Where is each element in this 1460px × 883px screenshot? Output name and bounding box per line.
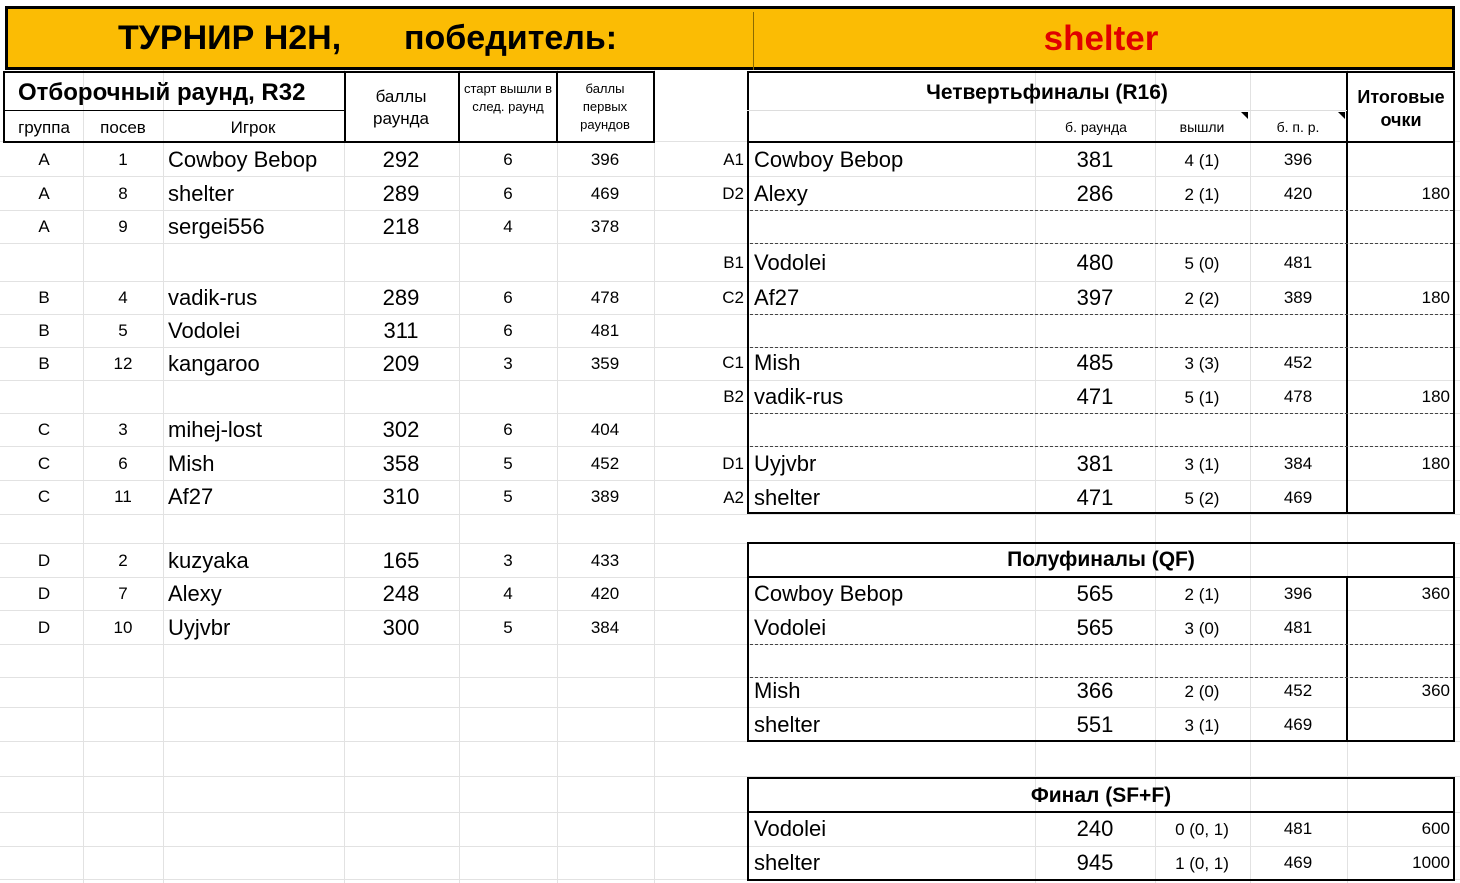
qf-subheader-line (747, 110, 1347, 111)
seed-cell: B2 (723, 387, 744, 406)
qf-col-advanced: вышли (1179, 119, 1225, 135)
qf-col-first-points: б. п. р. (1276, 119, 1320, 135)
seed-cell: 4 (118, 288, 128, 307)
advanced-cell: 6 (503, 420, 513, 439)
table-row (748, 380, 1454, 381)
advanced-cell: 6 (503, 321, 513, 340)
round-points-cell: 366 (1076, 678, 1114, 703)
first-points-cell: 396 (1283, 150, 1313, 169)
advanced-cell: 6 (503, 184, 513, 203)
seed-cell: 11 (114, 487, 132, 506)
title-divider (753, 12, 754, 70)
table-row (0, 210, 654, 211)
round-points-cell: 485 (1076, 350, 1114, 375)
table-row (748, 674, 1454, 675)
first-points-cell: 359 (590, 354, 620, 373)
first-points-cell: 396 (1283, 584, 1313, 603)
first-points-cell: 396 (590, 150, 620, 169)
first-points-cell: 378 (590, 217, 620, 236)
table-row (748, 846, 1454, 847)
seed-cell: D2 (722, 184, 744, 203)
advanced-cell: 4 (503, 217, 513, 236)
advanced-cell: 3 (3) (1184, 354, 1220, 373)
round-points-cell: 165 (382, 548, 420, 573)
final-points-cell: 600 (1421, 819, 1450, 838)
player-cell: shelter (168, 181, 235, 206)
table-row (0, 347, 654, 348)
round-points-cell: 289 (382, 285, 420, 310)
dashed-separator (750, 644, 1453, 645)
quarterfinals-title: Четвертьфиналы (R16) (926, 81, 1168, 104)
seed-cell: B1 (723, 253, 744, 272)
group-cell: A (38, 184, 50, 203)
grid-row-line (0, 707, 748, 708)
round-points-cell: 480 (1076, 250, 1114, 275)
grid-row-line (0, 776, 748, 777)
first-points-cell: 420 (1283, 184, 1313, 203)
round-points-cell: 945 (1076, 850, 1114, 875)
table-row (748, 246, 1454, 247)
advanced-cell: 0 (0, 1) (1175, 820, 1229, 839)
advanced-cell: 4 (503, 584, 513, 603)
seed-cell: 8 (118, 184, 128, 203)
player-cell: Mish (168, 451, 215, 476)
first-points-cell: 481 (1283, 253, 1313, 272)
col-header-start-advanced: старт вышли в след. раунд (463, 81, 553, 114)
advanced-cell: 2 (1) (1184, 185, 1220, 204)
player-cell: Vodolei (754, 250, 827, 275)
first-points-cell: 469 (1283, 715, 1313, 734)
dashed-separator (750, 314, 1453, 315)
advanced-cell: 3 (503, 551, 513, 570)
grid-row-line (0, 846, 748, 847)
player-cell: shelter (754, 485, 821, 510)
winner-label: победитель: (404, 19, 618, 57)
grid-row-line (0, 243, 748, 244)
player-cell: Vodolei (168, 318, 241, 343)
group-cell: D (37, 584, 51, 603)
round-points-cell: 289 (382, 181, 420, 206)
player-cell: Mish (754, 350, 801, 375)
first-points-cell: 384 (1283, 454, 1313, 473)
seed-cell: 6 (118, 454, 128, 473)
table-row (0, 447, 654, 448)
note-marker-icon (1241, 112, 1248, 119)
table-row (0, 611, 654, 612)
dashed-separator (750, 210, 1453, 211)
advanced-cell: 3 (503, 354, 513, 373)
advanced-cell: 5 (1) (1184, 388, 1220, 407)
seed-cell: D1 (722, 454, 744, 473)
table-row (0, 577, 654, 578)
grid-row-line (0, 677, 748, 678)
grid-row-line (0, 644, 748, 645)
grid-col-line (557, 70, 558, 883)
group-cell: A (38, 217, 50, 236)
advanced-cell: 5 (503, 454, 513, 473)
group-cell: D (37, 551, 51, 570)
seed-cell: A2 (723, 488, 744, 507)
first-points-cell: 469 (1283, 853, 1313, 872)
player-cell: Vodolei (754, 816, 827, 841)
table-row (748, 143, 1454, 144)
table-row (0, 281, 654, 282)
grid-row-line (0, 879, 748, 880)
group-cell: B (38, 321, 50, 340)
dashed-separator (750, 347, 1453, 348)
first-points-cell: 384 (590, 618, 620, 637)
group-cell: B (38, 288, 50, 307)
round-points-cell: 300 (382, 615, 420, 640)
advanced-cell: 5 (503, 487, 513, 506)
advanced-cell: 6 (503, 150, 513, 169)
player-cell: Uyjvbr (754, 451, 817, 476)
round-points-cell: 292 (382, 147, 420, 172)
dashed-separator (750, 413, 1453, 414)
player-cell: Alexy (168, 581, 222, 606)
dashed-separator (750, 243, 1453, 244)
grid-row-line (0, 741, 748, 742)
table-row (748, 346, 1454, 347)
advanced-cell: 3 (1) (1184, 716, 1220, 735)
group-cell: C (37, 420, 51, 439)
round-points-cell: 551 (1076, 712, 1114, 737)
col-header-round-points: баллы раунда (373, 87, 429, 128)
table-row (748, 577, 1454, 578)
grid-row-line (748, 514, 1460, 515)
first-points-cell: 389 (1283, 288, 1313, 307)
final-points-cell: 180 (1421, 288, 1450, 307)
table-row (0, 480, 654, 481)
col-header-first-rounds-points: баллы первых раундов (580, 81, 630, 132)
first-points-cell: 420 (590, 584, 620, 603)
grid-col-line (163, 70, 164, 883)
group-cell: A (38, 150, 50, 169)
advanced-cell: 4 (1) (1184, 151, 1220, 170)
table-row (748, 281, 1454, 282)
player-cell: Mish (754, 678, 801, 703)
player-cell: sergei556 (168, 214, 265, 239)
advanced-cell: 5 (0) (1184, 254, 1220, 273)
player-cell: vadik-rus (754, 384, 844, 409)
final-points-cell: 360 (1421, 584, 1450, 603)
final-points-cell: 180 (1421, 387, 1450, 406)
seed-cell: 5 (118, 321, 128, 340)
round-points-cell: 471 (1076, 384, 1114, 409)
advanced-cell: 5 (503, 618, 513, 637)
round-points-cell: 310 (382, 484, 420, 509)
col-header-player: Игрок (230, 118, 276, 137)
player-cell: kuzyaka (168, 548, 249, 573)
player-cell: kangaroo (168, 351, 260, 376)
table-row (748, 708, 1454, 709)
qualifying-subheader-line (3, 110, 344, 111)
player-cell: Uyjvbr (168, 615, 231, 640)
first-points-cell: 452 (1283, 681, 1313, 700)
final-points-header: Итоговые очки (1357, 87, 1445, 130)
table-row (748, 812, 1454, 813)
first-points-cell: 404 (590, 420, 620, 439)
advanced-cell: 2 (2) (1184, 289, 1220, 308)
table-row (748, 177, 1454, 178)
col-header-seed: посев (100, 118, 146, 137)
grid-col-line (459, 70, 460, 883)
round-points-cell: 471 (1076, 485, 1114, 510)
seed-cell: 7 (118, 584, 128, 603)
advanced-cell: 3 (1) (1184, 455, 1220, 474)
seed-cell: 9 (118, 217, 128, 236)
round-points-cell: 218 (382, 214, 420, 239)
player-cell: mihej-lost (168, 417, 263, 442)
grid-row-line (0, 514, 748, 515)
seed-cell: 12 (113, 354, 133, 373)
header-separator (556, 71, 558, 143)
player-cell: Alexy (754, 181, 808, 206)
group-cell: C (37, 487, 51, 506)
round-points-cell: 381 (1076, 147, 1114, 172)
seed-cell: C2 (722, 288, 744, 307)
table-row (0, 314, 654, 315)
round-points-cell: 248 (382, 581, 420, 606)
round-points-cell: 381 (1076, 451, 1114, 476)
round-points-cell: 397 (1076, 285, 1114, 310)
player-cell: Cowboy Bebop (754, 581, 904, 606)
first-points-cell: 469 (1283, 488, 1313, 507)
qualifying-title: Отборочный раунд, R32 (18, 79, 306, 106)
advanced-cell: 3 (0) (1184, 619, 1220, 638)
round-points-cell: 565 (1076, 615, 1114, 640)
player-cell: Cowboy Bebop (168, 147, 318, 172)
final-points-cell: 180 (1421, 184, 1450, 203)
table-row (748, 447, 1454, 448)
player-cell: Af27 (754, 285, 800, 310)
round-points-cell: 286 (1076, 181, 1114, 206)
advanced-cell: 2 (1) (1184, 585, 1220, 604)
first-points-cell: 469 (590, 184, 620, 203)
first-points-cell: 481 (590, 321, 620, 340)
group-cell: D (37, 618, 51, 637)
first-points-cell: 478 (1283, 387, 1313, 406)
round-points-cell: 311 (383, 318, 419, 343)
grid-col-line (83, 70, 84, 883)
seed-cell: A1 (723, 150, 744, 169)
first-points-cell: 481 (1283, 819, 1313, 838)
seed-cell: 1 (118, 150, 128, 169)
grid-row-line (0, 380, 748, 381)
group-cell: B (38, 354, 50, 373)
round-points-cell: 565 (1076, 581, 1114, 606)
tournament-title: ТУРНИР H2H, (118, 19, 342, 57)
final-points-cell: 180 (1421, 454, 1450, 473)
seed-cell: 10 (113, 618, 133, 637)
advanced-cell: 6 (503, 288, 513, 307)
winner-name: shelter (1043, 19, 1159, 58)
first-points-cell: 389 (590, 487, 620, 506)
seed-cell: 3 (118, 420, 128, 439)
table-row (0, 413, 654, 414)
round-points-cell: 302 (382, 417, 420, 442)
round-points-cell: 209 (382, 351, 420, 376)
seed-cell: 2 (118, 551, 128, 570)
first-points-cell: 433 (590, 551, 620, 570)
advanced-cell: 2 (0) (1184, 682, 1220, 701)
group-cell: C (37, 454, 51, 473)
final-points-cell: 1000 (1412, 853, 1450, 872)
grid-col-line (344, 70, 345, 883)
final-title: Финал (SF+F) (1030, 784, 1172, 807)
semifinals-title: Полуфиналы (QF) (1007, 548, 1195, 571)
table-row (748, 611, 1454, 612)
seed-cell: C1 (722, 353, 744, 372)
advanced-cell: 1 (0, 1) (1175, 854, 1229, 873)
table-row (0, 544, 654, 545)
note-marker-icon (1338, 112, 1345, 119)
table-row (748, 481, 1454, 482)
grid-col-line (654, 70, 655, 883)
player-cell: Vodolei (754, 615, 827, 640)
table-row (0, 177, 654, 178)
table-row (0, 143, 654, 144)
qf-col-round-points: б. раунда (1065, 119, 1127, 135)
player-cell: vadik-rus (168, 285, 258, 310)
grid-row-line (0, 812, 748, 813)
first-points-cell: 452 (1283, 353, 1313, 372)
advanced-cell: 5 (2) (1184, 489, 1220, 508)
first-points-cell: 452 (590, 454, 620, 473)
player-cell: shelter (754, 850, 821, 875)
round-points-cell: 358 (382, 451, 420, 476)
first-points-cell: 481 (1283, 618, 1313, 637)
player-cell: shelter (754, 712, 821, 737)
player-cell: Af27 (168, 484, 214, 509)
first-points-cell: 478 (590, 288, 620, 307)
col-header-group: группа (18, 118, 70, 137)
final-points-cell: 360 (1421, 681, 1450, 700)
round-points-cell: 240 (1076, 816, 1114, 841)
player-cell: Cowboy Bebop (754, 147, 904, 172)
